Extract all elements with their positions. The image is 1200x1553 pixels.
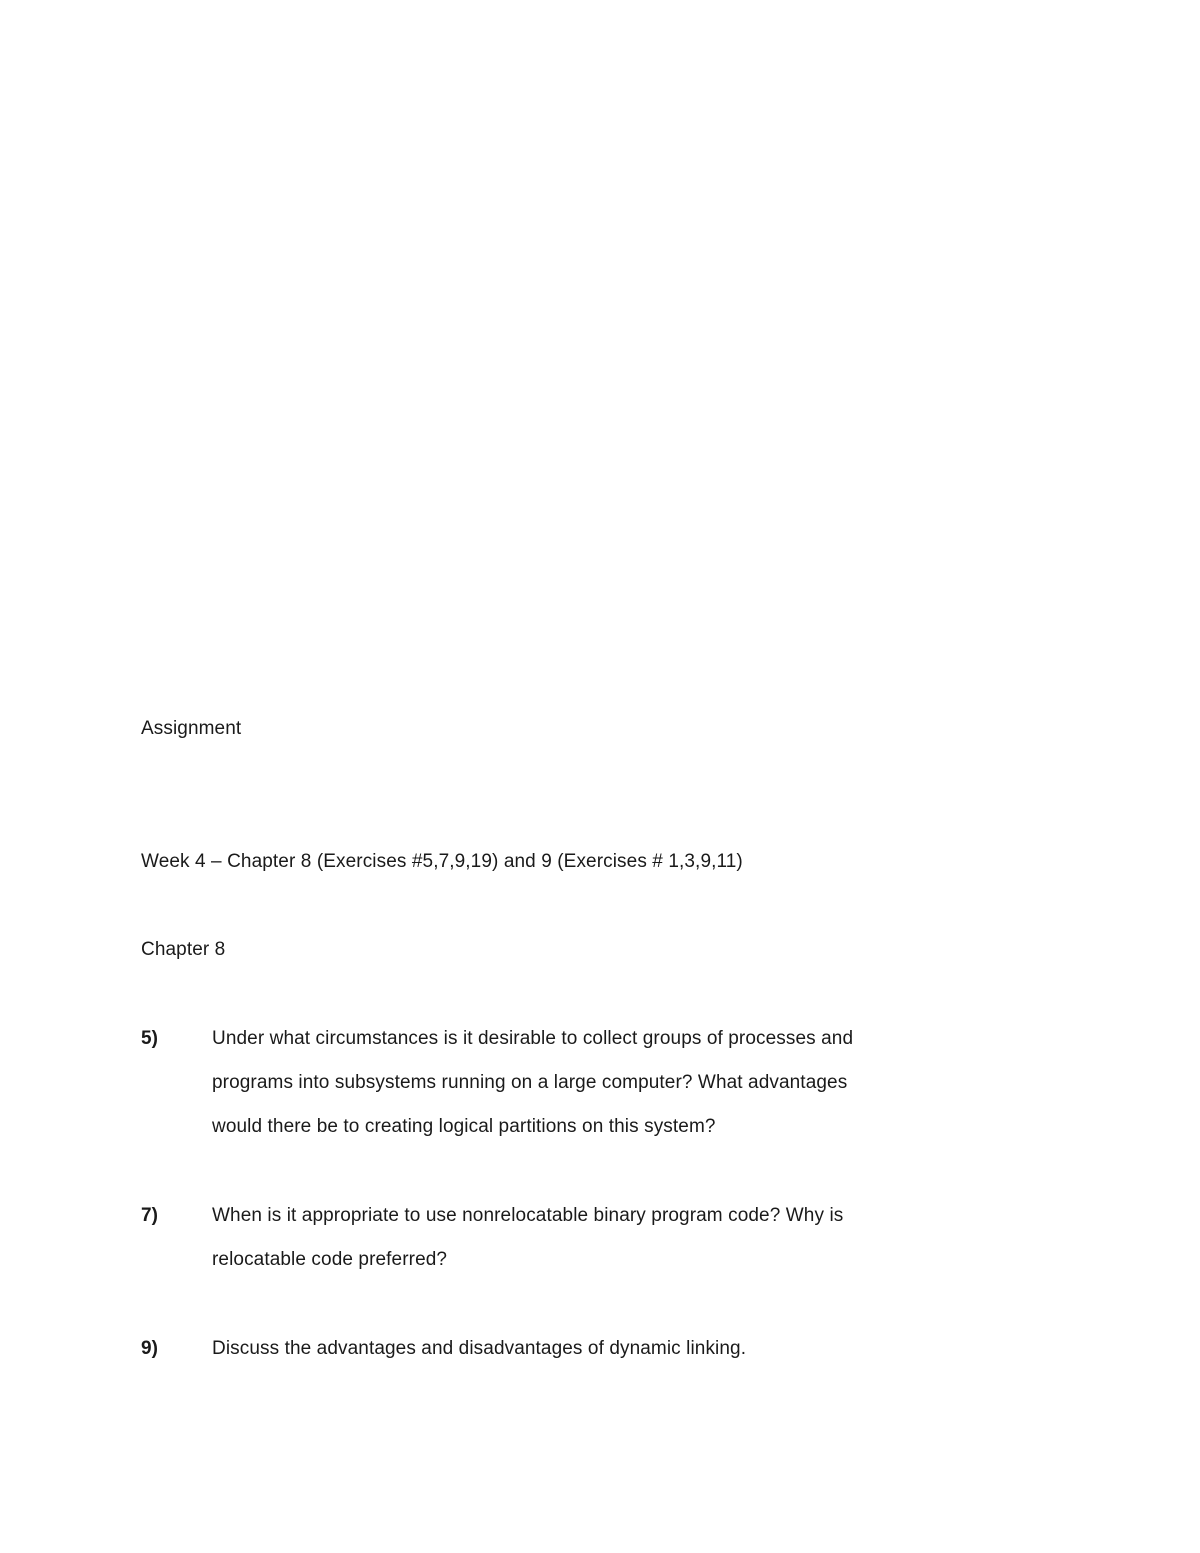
question-5-line-2: programs into subsystems running on a large computer? What advantages (212, 1072, 848, 1093)
question-7-line-2: relocatable code preferred? (212, 1249, 448, 1270)
question-5-line-1: Under what circumstances is it desirable to collect groups of processes and (212, 1028, 854, 1049)
assignment-heading: Assignment (141, 718, 242, 739)
week-line: Week 4 – Chapter 8 (Exercises #5,7,9,19) and 9 (Exercises # 1,3,9,11) (141, 851, 743, 872)
question-9-line-1: Discuss the advantages and disadvantages of dynamic linking. (212, 1338, 747, 1359)
question-number-7: 7) (141, 1205, 159, 1226)
question-5-line-3: would there be to creating logical partitions on this system? (212, 1116, 716, 1137)
question-number-5: 5) (141, 1028, 159, 1049)
chapter-heading: Chapter 8 (141, 939, 226, 960)
question-7-line-1: When is it appropriate to use nonrelocatable binary program code? Why is (212, 1205, 844, 1226)
question-number-9: 9) (141, 1338, 159, 1359)
